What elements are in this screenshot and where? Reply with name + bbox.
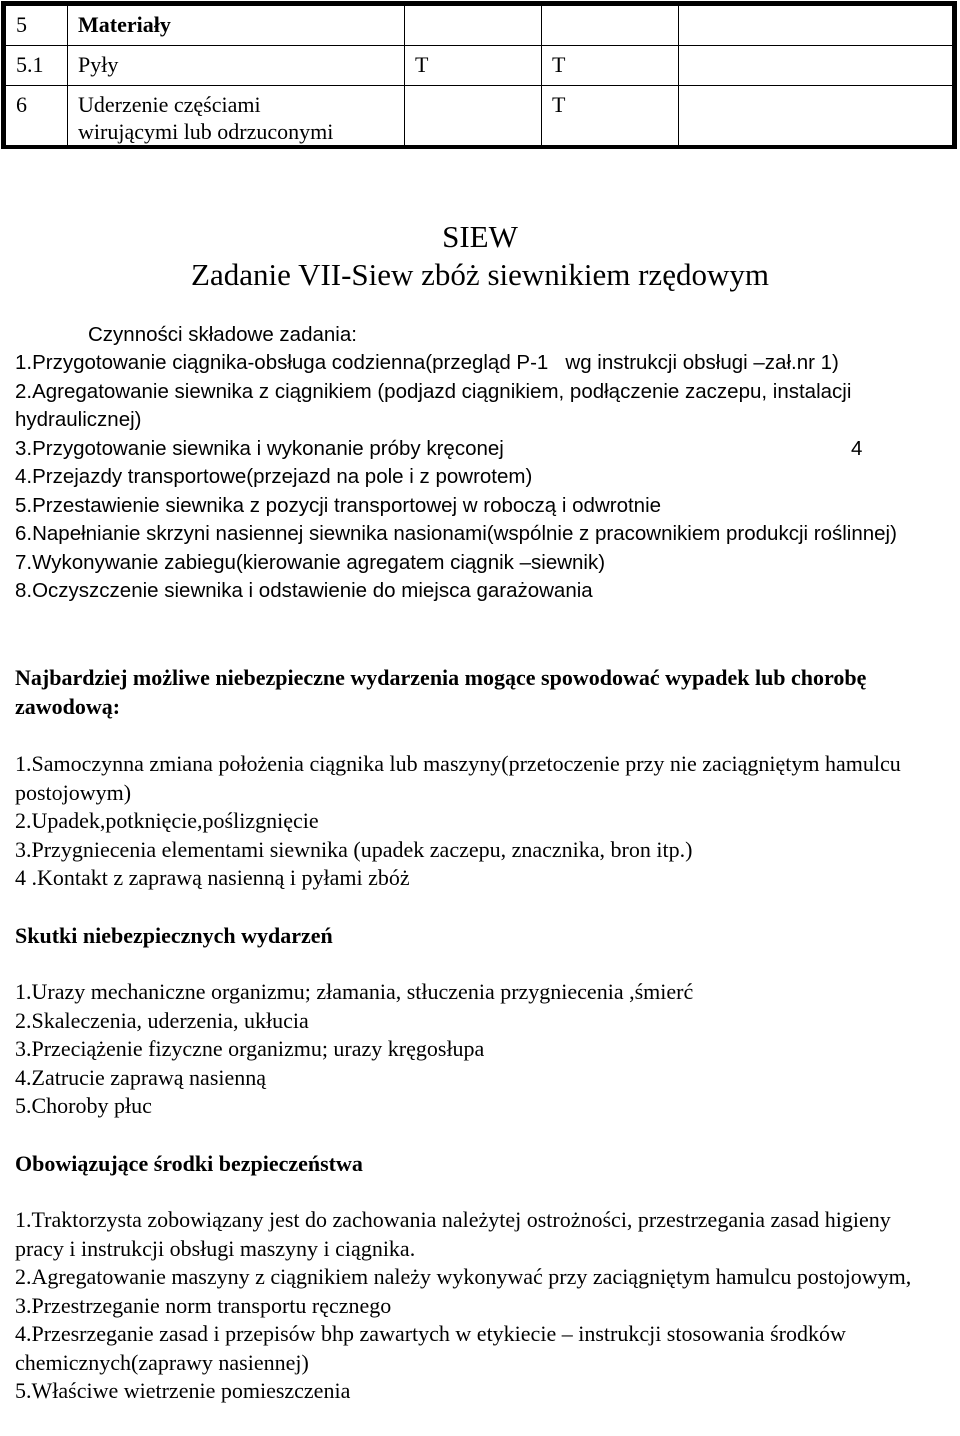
list-item: 5.Przestawienie siewnika z pozycji transportowej w roboczą i odwrotnie: [15, 493, 662, 517]
table-cell-label: Uderzenie częściami wirującymi lub odrzuconymi: [68, 86, 405, 146]
table-cell-empty: [679, 86, 953, 146]
table-cell: T: [542, 46, 679, 86]
list-item: 4.Zatrucie zaprawą nasienną: [15, 1064, 267, 1090]
table-cell: [542, 6, 679, 46]
table-row: [6, 6, 953, 46]
list-item: 5.Choroby płuc: [15, 1093, 152, 1118]
list-item: 2.Upadek,potknięcie,poślizgnięcie: [15, 808, 319, 833]
hazard-table-grid: [5, 5, 953, 146]
list-item: 4.Przesrzeganie zasad i przepisów bhp zawartych w etykiecie – instrukcji stosowania środków chemicznych(zaprawy nasiennej): [15, 1321, 846, 1375]
list-item: 2.Skaleczenia, uderzenia, ukłucia: [15, 1007, 309, 1033]
list-item-text: 3.Przygotowanie siewnika i wykonanie próby kręconej: [15, 436, 504, 460]
list-item: 1.Samoczynna zmiana położenia ciągnika lub maszyny(przetoczenie przy nie zaciągniętym hamulcu postojowym): [15, 751, 901, 805]
table-cell: [405, 6, 542, 46]
table-cell: [405, 86, 542, 146]
table-cell-empty: [679, 46, 953, 86]
table-cell-num: 5.1: [6, 46, 68, 86]
hazard-table: [1, 1, 957, 149]
list-item: 6.Napełnianie skrzyni nasiennej siewnika nasionami(wspólnie z pracownikiem produkcji roślinnej): [15, 522, 897, 545]
list-item: 2.Agregatowanie siewnika z ciągnikiem (podjazd ciągnikiem, podłączenie zaczepu, instalacji hydraulicznej): [15, 379, 852, 431]
measures-list: [15, 1206, 945, 1406]
list-item: 3.Przestrzeganie norm transportu ręcznego: [15, 1292, 392, 1318]
list-item: 3.Przygniecenia elementami siewnika (upadek zaczepu, znacznika, bron itp.): [15, 836, 693, 862]
list-item: 4 .Kontakt z zaprawą nasienną i pyłami zbóż: [15, 865, 410, 890]
list-item: 1.Przygotowanie ciągnika-obsługa codzienna(przegląd P-1 wg instrukcji obsługi –zał.nr 1): [15, 351, 839, 374]
list-item: 5.Właściwe wietrzenie pomieszczenia: [15, 1378, 351, 1403]
page-title: SIEW: [442, 219, 518, 254]
list-item: 1.Traktorzysta zobowiązany jest do zachowania należytej ostrożności, przestrzegania zasad higieny pracy i instrukcji obsługi maszyny i ciągnika.: [15, 1207, 891, 1261]
table-cell-num: 5: [6, 6, 68, 46]
effects-heading: Skutki niebezpiecznych wydarzeń: [15, 923, 333, 948]
list-item-suffix: 4: [851, 436, 863, 460]
table-row: [6, 86, 953, 146]
table-cell: T: [542, 86, 679, 146]
tasks-heading: Czynności składowe zadania:: [88, 323, 357, 346]
hazards-heading: Najbardziej możliwe niebezpieczne wydarzenia mogące spowodować wypadek lub chorobę zawodową:: [15, 665, 867, 719]
table-cell-num: 6: [6, 86, 68, 146]
list-item: 7.Wykonywanie zabiegu(kierowanie agregatem ciągnik –siewnik): [15, 550, 606, 574]
list-item: 8.Oczyszczenie siewnika i odstawienie do miejsca garażowania: [15, 579, 593, 602]
page-subtitle: Zadanie VII-Siew zbóż siewnikiem rzędowym: [191, 257, 769, 292]
table-cell-empty: [679, 6, 953, 46]
table-cell: T: [405, 46, 542, 86]
table-row: [6, 46, 953, 86]
list-item: 2.Agregatowanie maszyny z ciągnikiem należy wykonywać przy zaciągniętym hamulcu postojowym,: [15, 1264, 912, 1289]
tasks-list: [15, 349, 955, 606]
list-item: 3.Przeciążenie fizyczne organizmu; urazy kręgosłupa: [15, 1036, 485, 1061]
list-item: 1.Urazy mechaniczne organizmu; złamania, stłuczenia przygniecenia ,śmierć: [15, 979, 694, 1004]
effects-list: [15, 978, 945, 1121]
list-item: [15, 435, 955, 464]
table-cell-label: Materiały: [68, 6, 405, 46]
table-cell-label: Pyły: [68, 46, 405, 86]
list-item: 4.Przejazdy transportowe(przejazd na pole i z powrotem): [15, 465, 533, 488]
hazards-list: [15, 750, 945, 893]
measures-heading: Obowiązujące środki bezpieczeństwa: [15, 1151, 363, 1176]
